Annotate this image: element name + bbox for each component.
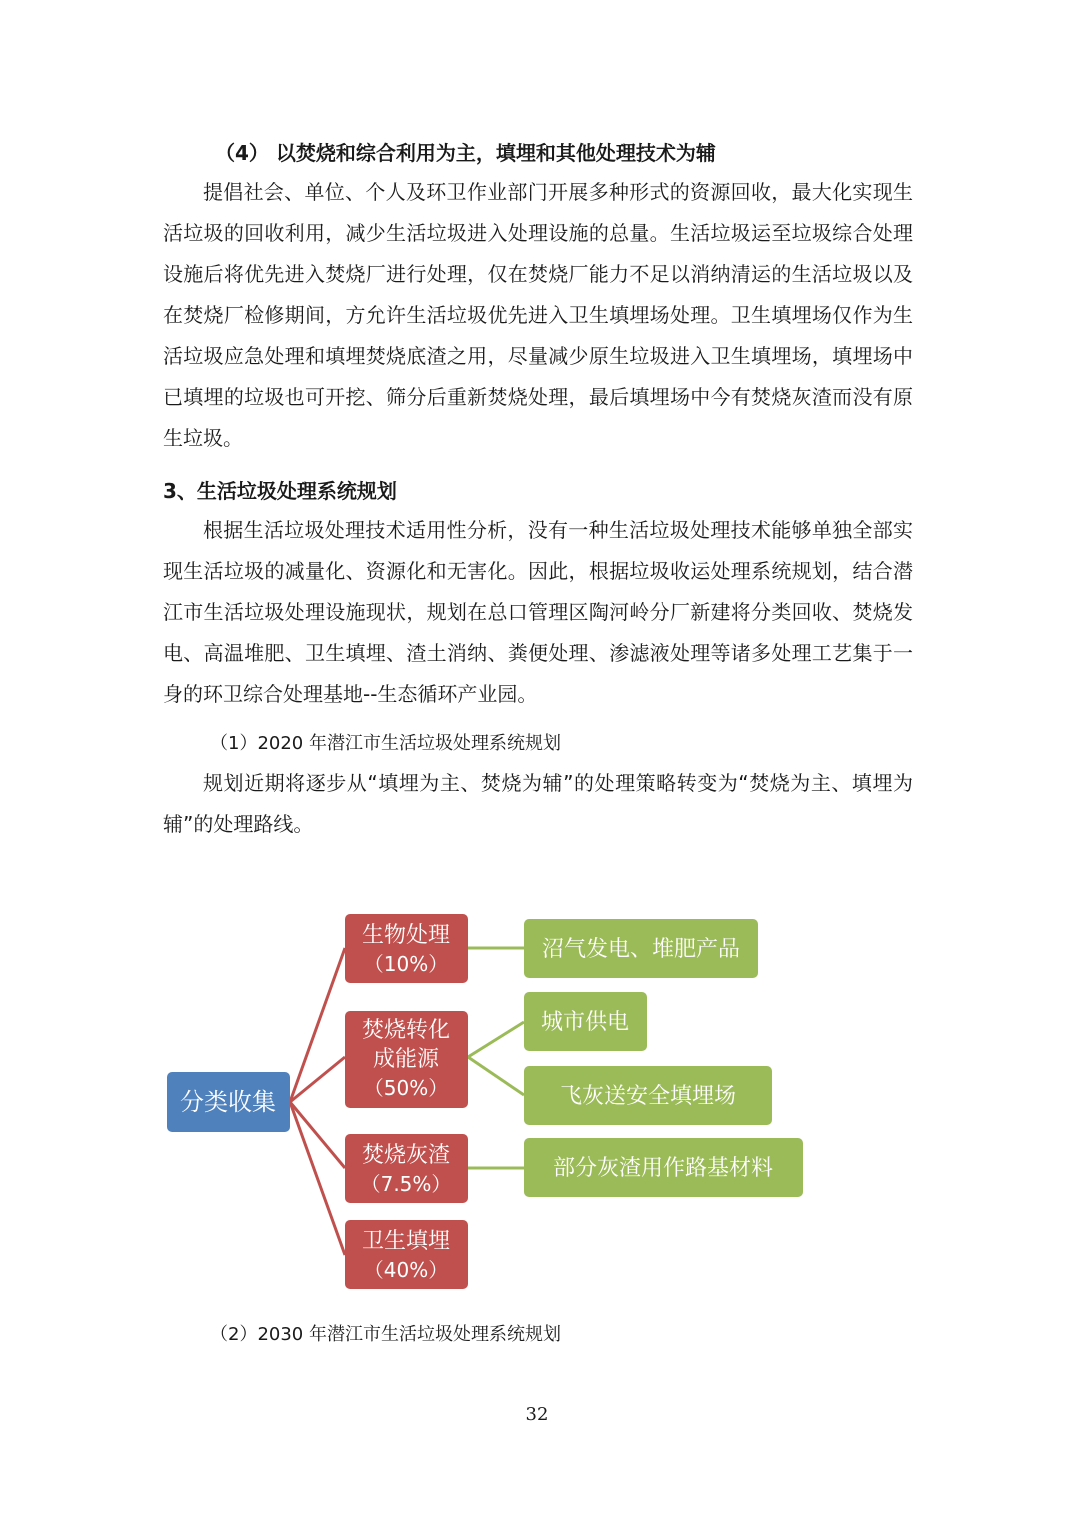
leaf-biogas-label: 沼气发电、堆肥产品 [541,937,741,962]
leaf-roadbed-material [524,1138,803,1197]
paragraph-strategy-shift: 规划近期将逐步从“填埋为主、焚烧为辅”的处理策略转变为“焚烧为主、填埋为辅”的处理路线。 [163,771,913,836]
node-ash-line2: （7.5%） [360,1172,452,1196]
section-heading-4: （4） 以焚烧和综合利用为主，填埋和其他处理技术为辅 [215,141,716,165]
node-sanitary-landfill [345,1220,468,1289]
node-incineration-energy [345,1011,468,1108]
node-incineration-line3: （50%） [363,1076,449,1100]
processing-flow-diagram [160,905,810,1300]
node-biological-treatment [345,914,468,983]
node-incineration-line2: 成能源 [372,1047,440,1072]
node-incineration-ash [345,1134,468,1203]
root-node-label: 分类收集 [180,1088,276,1116]
leaf-biogas-compost [524,919,758,978]
leaf-flyash-label: 飞灰送安全填埋场 [559,1084,737,1109]
node-bio-line2: （10%） [363,952,449,976]
subheading-2030: （2）2030 年潜江市生活垃圾处理系统规划 [210,1324,561,1345]
connector-incineration-to-flyash [468,1057,524,1095]
paragraph-system-planning: 根据生活垃圾处理技术适用性分析，没有一种生活垃圾处理技术能够单独全部实现生活垃圾的减量化、资源化和无害化。因此，根据垃圾收运处理系统规划，结合潜江市生活垃圾处理设施现状，规划在总口管理区陶河岭分厂新建将分类回收、焚烧发电、高温堆肥、卫生填埋、渣土消纳、粪便处理、渗滤液处理等诸多处理工艺集于一身的环卫综合处理基地--生态循环产业园。 [163,518,913,706]
root-node-classified-collection [167,1072,290,1132]
leaf-power-label: 城市供电 [540,1010,630,1035]
connector-incineration-to-power [468,1022,524,1057]
node-incineration-line1: 焚烧转化 [361,1018,451,1043]
node-bio-line1: 生物处理 [361,923,451,948]
subheading-2020: （1）2020 年潜江市生活垃圾处理系统规划 [210,733,561,754]
node-ash-line1: 焚烧灰渣 [361,1143,451,1168]
section-heading-3: 3、生活垃圾处理系统规划 [163,479,397,503]
connector-root-to-ash [290,1102,345,1168]
leaf-fly-ash-landfill [524,1066,772,1125]
page-number: 32 [525,1404,549,1425]
paragraph-resource-recovery: 提倡社会、单位、个人及环卫作业部门开展多种形式的资源回收，最大化实现生活垃圾的回收利用，减少生活垃圾进入处理设施的总量。生活垃圾运至垃圾综合处理设施后将优先进入焚烧厂进行处理，仅在焚烧厂能力不足以消纳清运的生活垃圾以及在焚烧厂检修期间，方允许生活垃圾优先进入卫生填埋场处理。卫生填埋场仅作为生活垃圾应急处理和填埋焚烧底渣之用，尽量减少原生垃圾进入卫生填埋场，填埋场中已填埋的垃圾也可开挖、筛分后重新焚烧处理，最后填埋场中今有焚烧灰渣而没有原生垃圾。 [163,180,913,450]
leaf-city-power [524,992,647,1051]
connector-root-to-landfill [290,1102,345,1255]
leaf-roadbed-label: 部分灰渣用作路基材料 [552,1156,774,1181]
node-landfill-line2: （40%） [363,1258,449,1282]
node-landfill-line1: 卫生填埋 [361,1229,451,1254]
